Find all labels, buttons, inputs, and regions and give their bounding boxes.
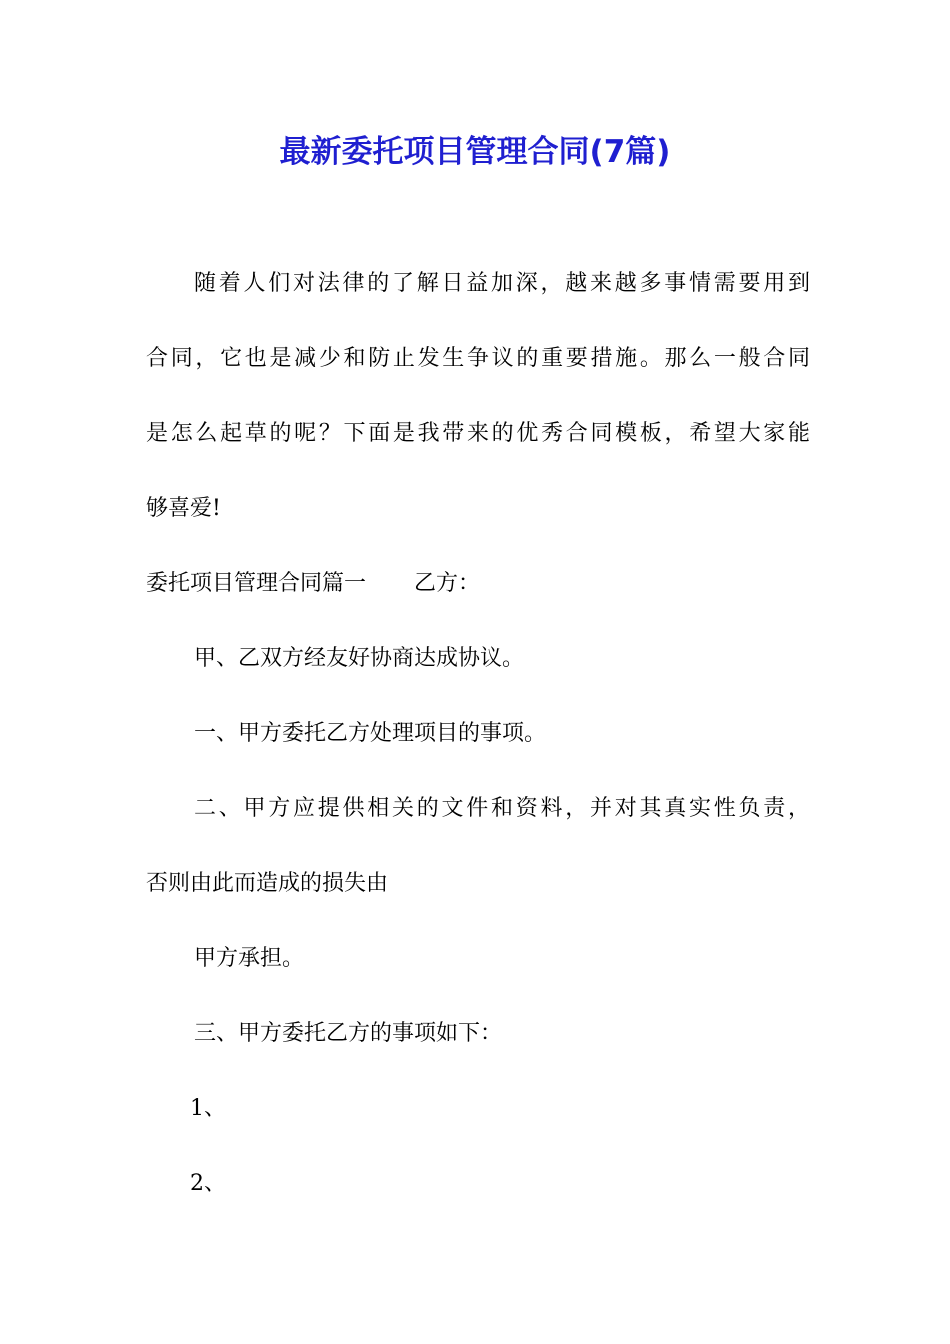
intro-line-2: 合同，它也是减少和防止发生争议的重要措施。那么一般合同 — [146, 346, 810, 371]
section-heading-line — [146, 568, 810, 600]
paragraph-clause-3: 三、甲方委托乙方的事项如下： — [194, 1021, 503, 1046]
intro-line-3: 是怎么起草的呢？下面是我带来的优秀合同模板，希望大家能 — [146, 421, 810, 446]
paragraph-clause-2-line-2: 否则由此而造成的损失由 — [146, 871, 389, 896]
list-item-1: 1、 — [190, 1096, 226, 1121]
party-b-label: 乙方： — [414, 571, 481, 596]
document-title: 最新委托项目管理合同(7篇) — [279, 134, 671, 170]
paragraph-clause-2-line-3: 甲方承担。 — [194, 946, 305, 971]
paragraph-agreement: 甲、乙双方经友好协商达成协议。 — [194, 646, 525, 671]
intro-line-4: 够喜爱! — [146, 496, 221, 521]
section-heading: 委托项目管理合同篇一 — [146, 571, 367, 596]
paragraph-clause-1: 一、甲方委托乙方处理项目的事项。 — [194, 721, 547, 746]
paragraph-clause-2-line-1: 二、甲方应提供相关的文件和资料，并对其真实性负责， — [194, 796, 810, 821]
list-item-2: 2、 — [190, 1171, 226, 1196]
intro-line-1: 随着人们对法律的了解日益加深，越来越多事情需要用到 — [194, 271, 810, 296]
